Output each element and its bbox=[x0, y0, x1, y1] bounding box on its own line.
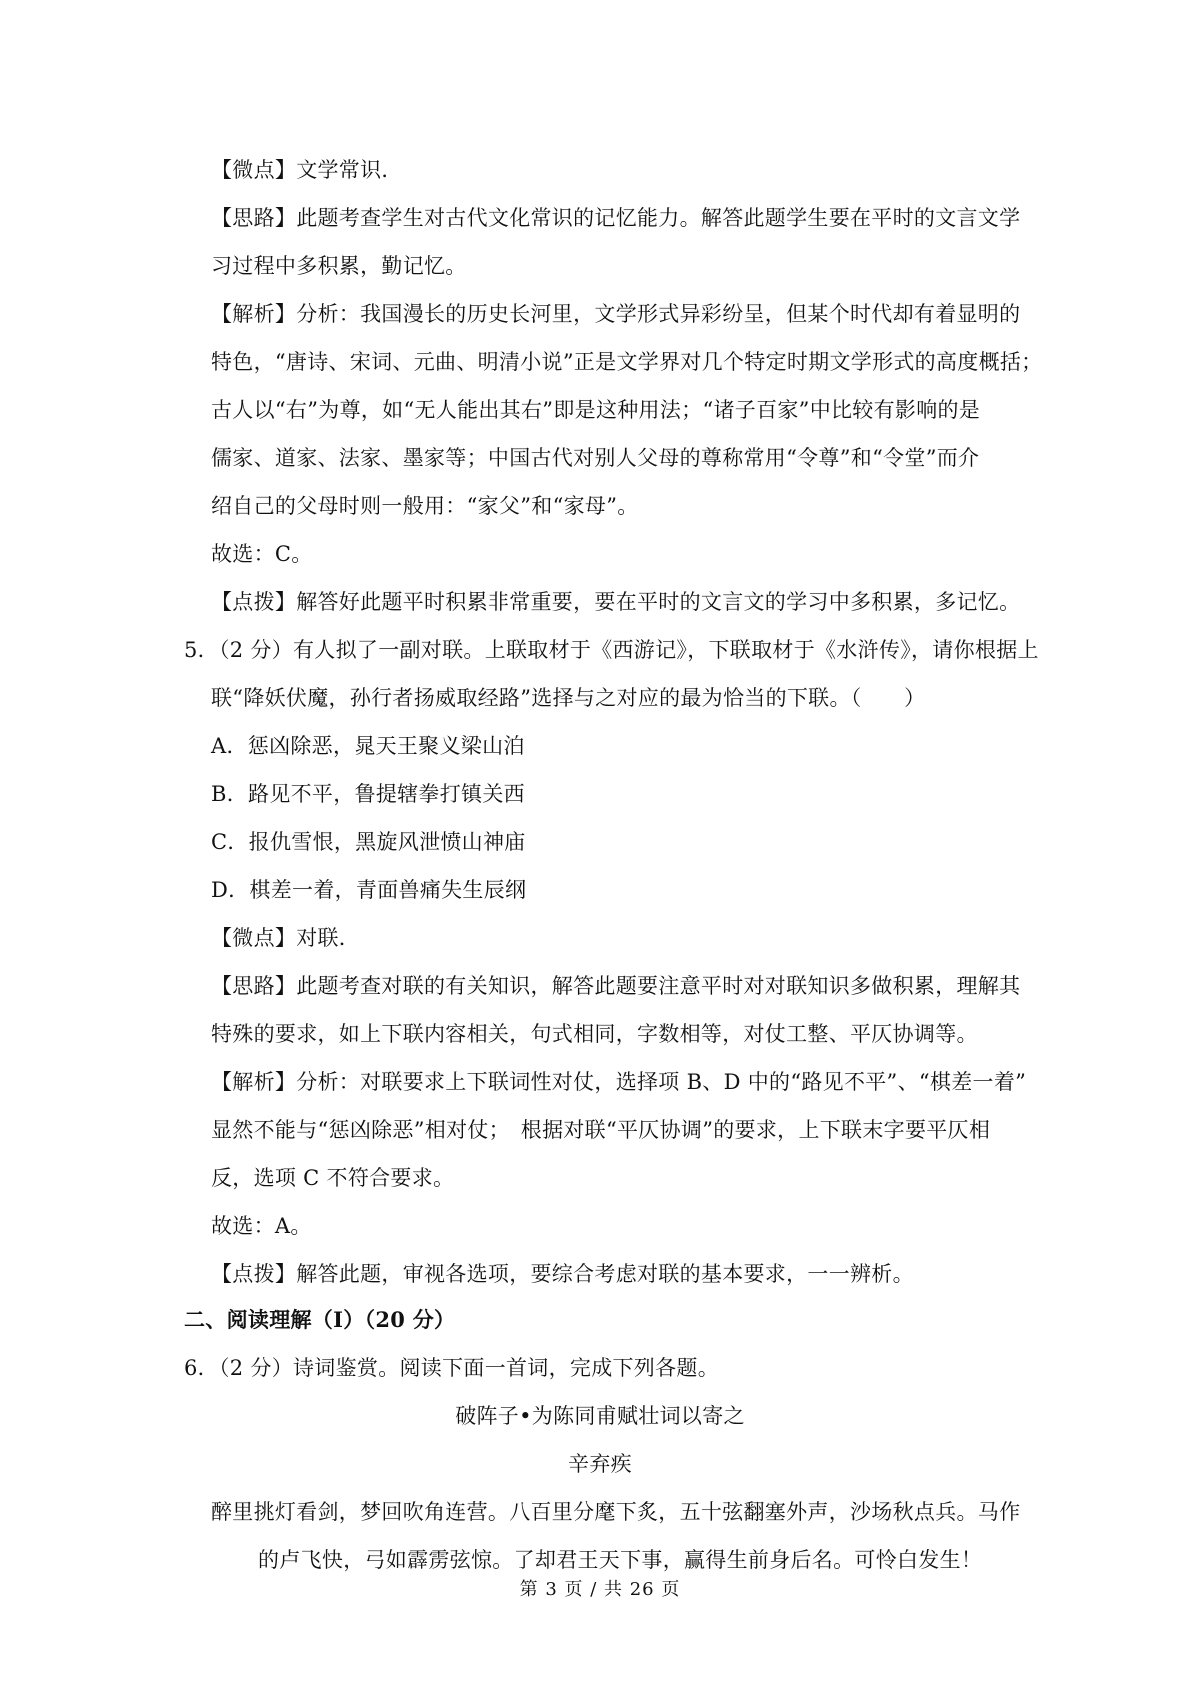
poem-author: 辛弃疾 bbox=[568, 1452, 632, 1476]
q5-option-a: A．惩凶除恶，晁天王聚义梁山泊 bbox=[211, 734, 525, 758]
q4-dianbo: 【点拨】解答好此题平时积累非常重要，要在平时的文言文的学习中多积累，多记忆。 bbox=[211, 590, 1021, 614]
q4-jiexi-line-1: 【解析】分析：我国漫长的历史长河里，文学形式异彩纷呈，但某个时代却有着显明的 bbox=[211, 302, 1021, 326]
q5-option-b: B．路见不平，鲁提辖拳打镇关西 bbox=[211, 782, 525, 806]
q5-silu-line-2: 特殊的要求，如上下联内容相关，句式相同，字数相等，对仗工整、平仄协调等。 bbox=[211, 1022, 978, 1046]
q4-weidian: 【微点】文学常识． bbox=[211, 158, 403, 182]
q5-answer: 故选：A。 bbox=[211, 1214, 312, 1238]
q4-jiexi-line-2: 特色，“唐诗、宋词、元曲、明清小说”正是文学界对几个特定时期文学形式的高度概括； bbox=[211, 350, 1043, 374]
q5-dianbo: 【点拨】解答此题，审视各选项，要综合考虑对联的基本要求，一一辨析。 bbox=[211, 1262, 914, 1286]
poem-line-2: 的卢飞快，弓如霹雳弦惊。了却君王天下事，赢得生前身后名。可怜白发生！ bbox=[258, 1548, 983, 1572]
q4-jiexi-line-5: 绍自己的父母时则一般用：“家父”和“家母”。 bbox=[211, 494, 639, 518]
q5-stem-line-1: 5．（2 分）有人拟了一副对联。上联取材于《西游记》，下联取材于《水浒传》，请你根据上 bbox=[184, 638, 1039, 662]
section-title: 二、阅读理解（Ⅰ）（20 分） bbox=[184, 1307, 456, 1332]
q4-jiexi-line-4: 儒家、道家、法家、墨家等；中国古代对别人父母的尊称常用“令尊”和“令堂”而介 bbox=[211, 446, 980, 470]
page-number-footer: 第 3 页 / 共 26 页 bbox=[519, 1579, 681, 1600]
q5-option-c: C．报仇雪恨，黑旋风泄愤山神庙 bbox=[211, 830, 526, 854]
q5-option-d: D．棋差一着，青面兽痛失生辰纲 bbox=[211, 878, 527, 902]
q5-silu-line-1: 【思路】此题考查对联的有关知识，解答此题要注意平时对对联知识多做积累，理解其 bbox=[211, 974, 1021, 998]
q5-jiexi-line-1: 【解析】分析：对联要求上下联词性对仗，选择项 B、D 中的“路见不平”、“棋差一着” bbox=[211, 1070, 1027, 1094]
q4-silu-line-1: 【思路】此题考查学生对古代文化常识的记忆能力。解答此题学生要在平时的文言文学 bbox=[211, 206, 1021, 230]
q5-jiexi-line-3: 反，选项 C 不符合要求。 bbox=[211, 1166, 455, 1190]
q4-silu-line-2: 习过程中多积累，勤记忆。 bbox=[211, 254, 467, 278]
poem-line-1: 醉里挑灯看剑，梦回吹角连营。八百里分麾下炙，五十弦翻塞外声，沙场秋点兵。马作 bbox=[211, 1500, 1021, 1524]
q5-stem-line-2: 联“降妖伏魔，孙行者扬威取经路”选择与之对应的最为恰当的下联。（ ） bbox=[211, 686, 926, 710]
q5-weidian: 【微点】对联． bbox=[211, 926, 361, 950]
q4-answer: 故选：C。 bbox=[211, 542, 313, 566]
q4-jiexi-line-3: 古人以“右”为尊，如“无人能出其右”即是这种用法；“诸子百家”中比较有影响的是 bbox=[211, 398, 981, 422]
poem-title: 破阵子•为陈同甫赋壮词以寄之 bbox=[455, 1404, 745, 1428]
q6-stem: 6．（2 分）诗词鉴赏。阅读下面一首词，完成下列各题。 bbox=[184, 1356, 719, 1380]
q5-jiexi-line-2: 显然不能与“惩凶除恶”相对仗； 根据对联“平仄协调”的要求，上下联末字要平仄相 bbox=[211, 1118, 991, 1142]
